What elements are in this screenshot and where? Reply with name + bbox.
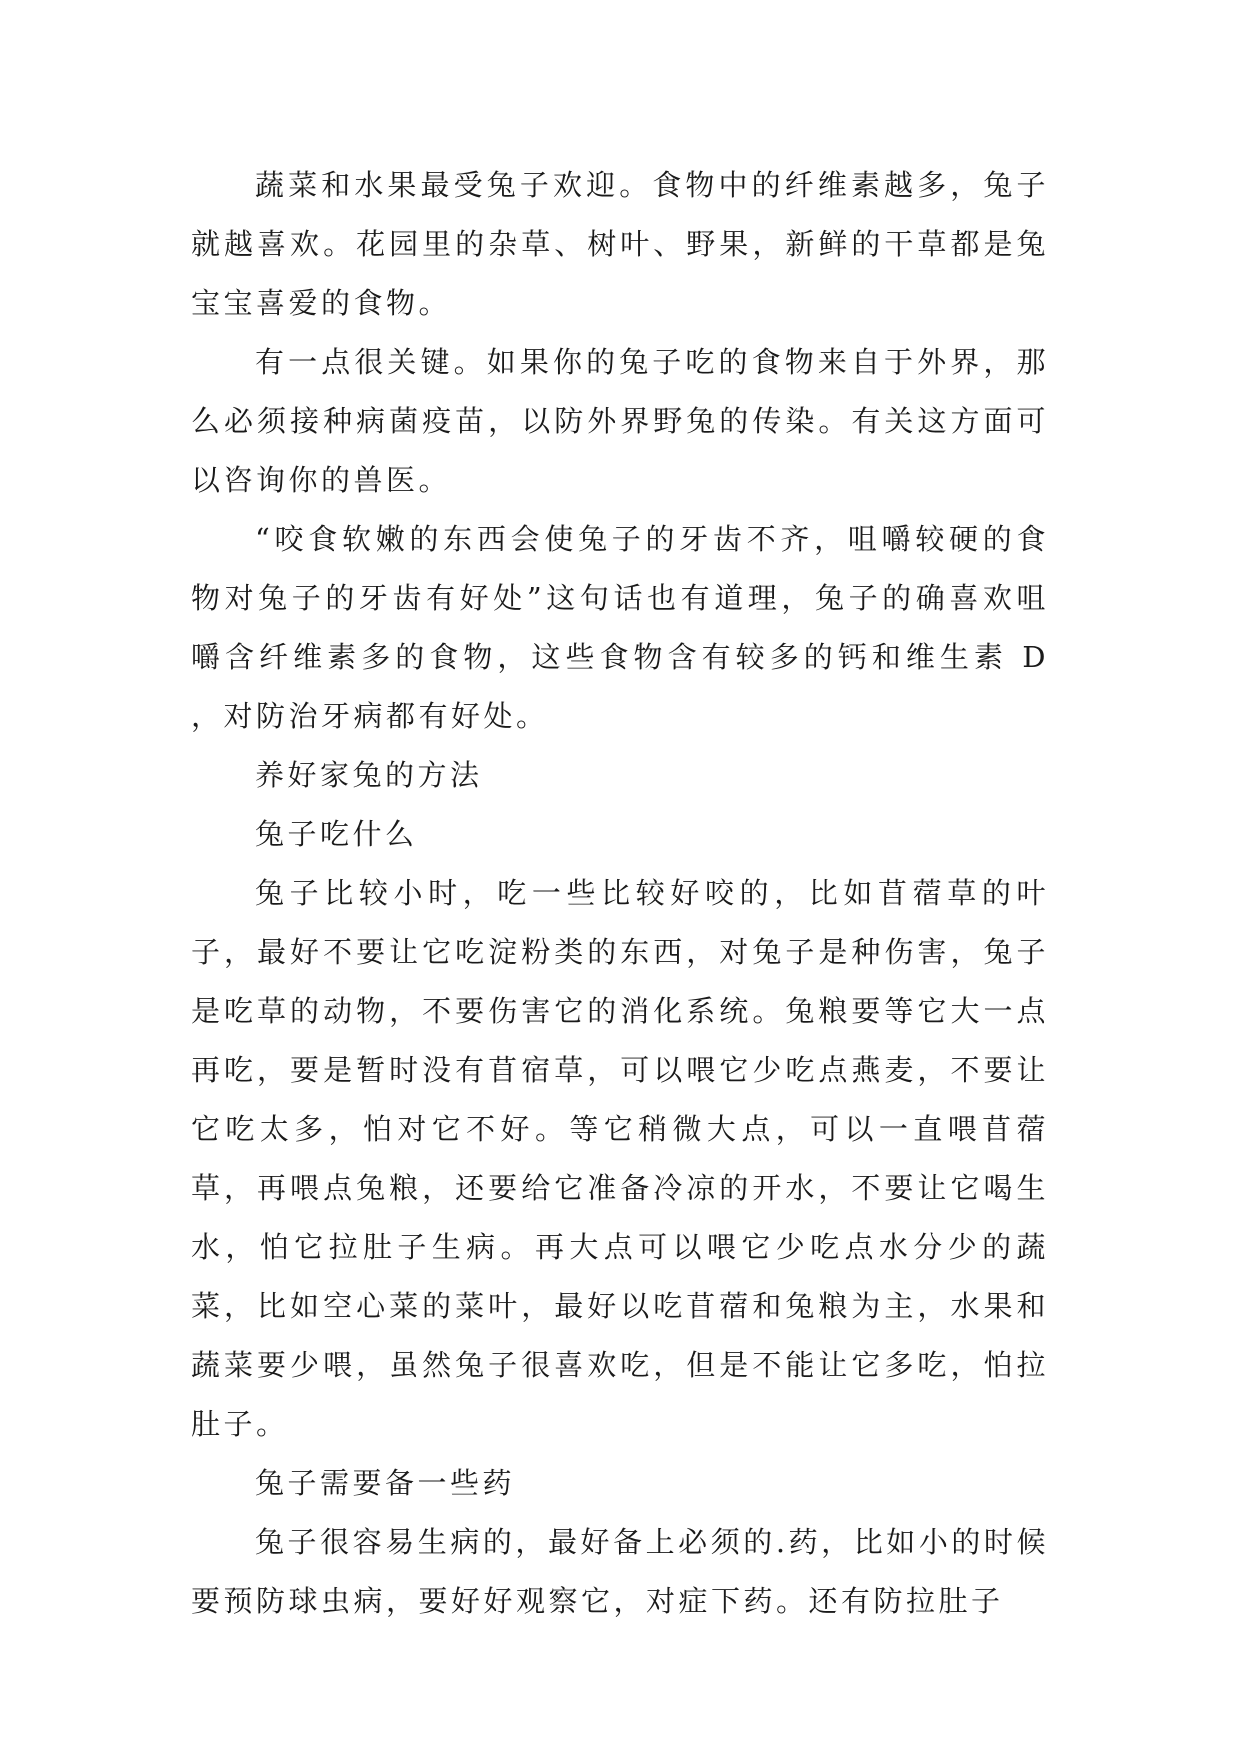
heading-medicine: 兔子需要备一些药 [255,1466,516,1500]
paragraph-feeding-guide: 兔子比较小时，吃一些比较好咬的，比如苜蓿草的叶子，最好不要让它吃淀粉类的东西，对兔子是种伤害，兔子是吃草的动物，不要伤害它的消化系统。兔粮要等它大一点再吃，要是暂时没有苜宿草，可以喂它少吃点燕麦，不要让它吃太多，怕对它不好。等它稍微大点，可以一直喂苜蓿草，再喂点兔粮，还要给它准备冷凉的开水，不要让它喝生水，怕它拉肚子生病。再大点可以喂它少吃点水分少的蔬菜，比如空心菜的菜叶，最好以吃苜蓿和兔粮为主，水果和蔬菜要少喂，虽然兔子很喜欢吃，但是不能让它多吃，怕拉肚子。 [191,876,1049,1441]
paragraph-teeth-health: “咬食软嫩的东西会使兔子的牙齿不齐，咀嚼较硬的食物对兔子的牙齿有好处”这句话也有道理，兔子的确喜欢咀嚼含纤维素多的食物，这些食物含有较多的钙和维生素 D ，对防治牙病都有好处。 [191,522,1049,733]
heading-what-rabbits-eat: 兔子吃什么 [255,817,418,851]
paragraph-rabbit-food-preferences: 蔬菜和水果最受兔子欢迎。食物中的纤维素越多，兔子就越喜欢。花园里的杂草、树叶、野果，新鲜的干草都是兔宝宝喜爱的食物。 [191,168,1049,320]
paragraph-medicine-advice: 兔子很容易生病的，最好备上必须的.药，比如小的时候要预防球虫病，要好好观察它，对症下药。还有防拉肚子 [191,1525,1049,1618]
paragraph-vaccination-advice: 有一点很关键。如果你的兔子吃的食物来自于外界，那么必须接种病菌疫苗，以防外界野兔的传染。有关这方面可以咨询你的兽医。 [191,345,1049,497]
heading-raising-rabbits: 养好家兔的方法 [255,758,483,792]
document-body [191,156,1049,1631]
